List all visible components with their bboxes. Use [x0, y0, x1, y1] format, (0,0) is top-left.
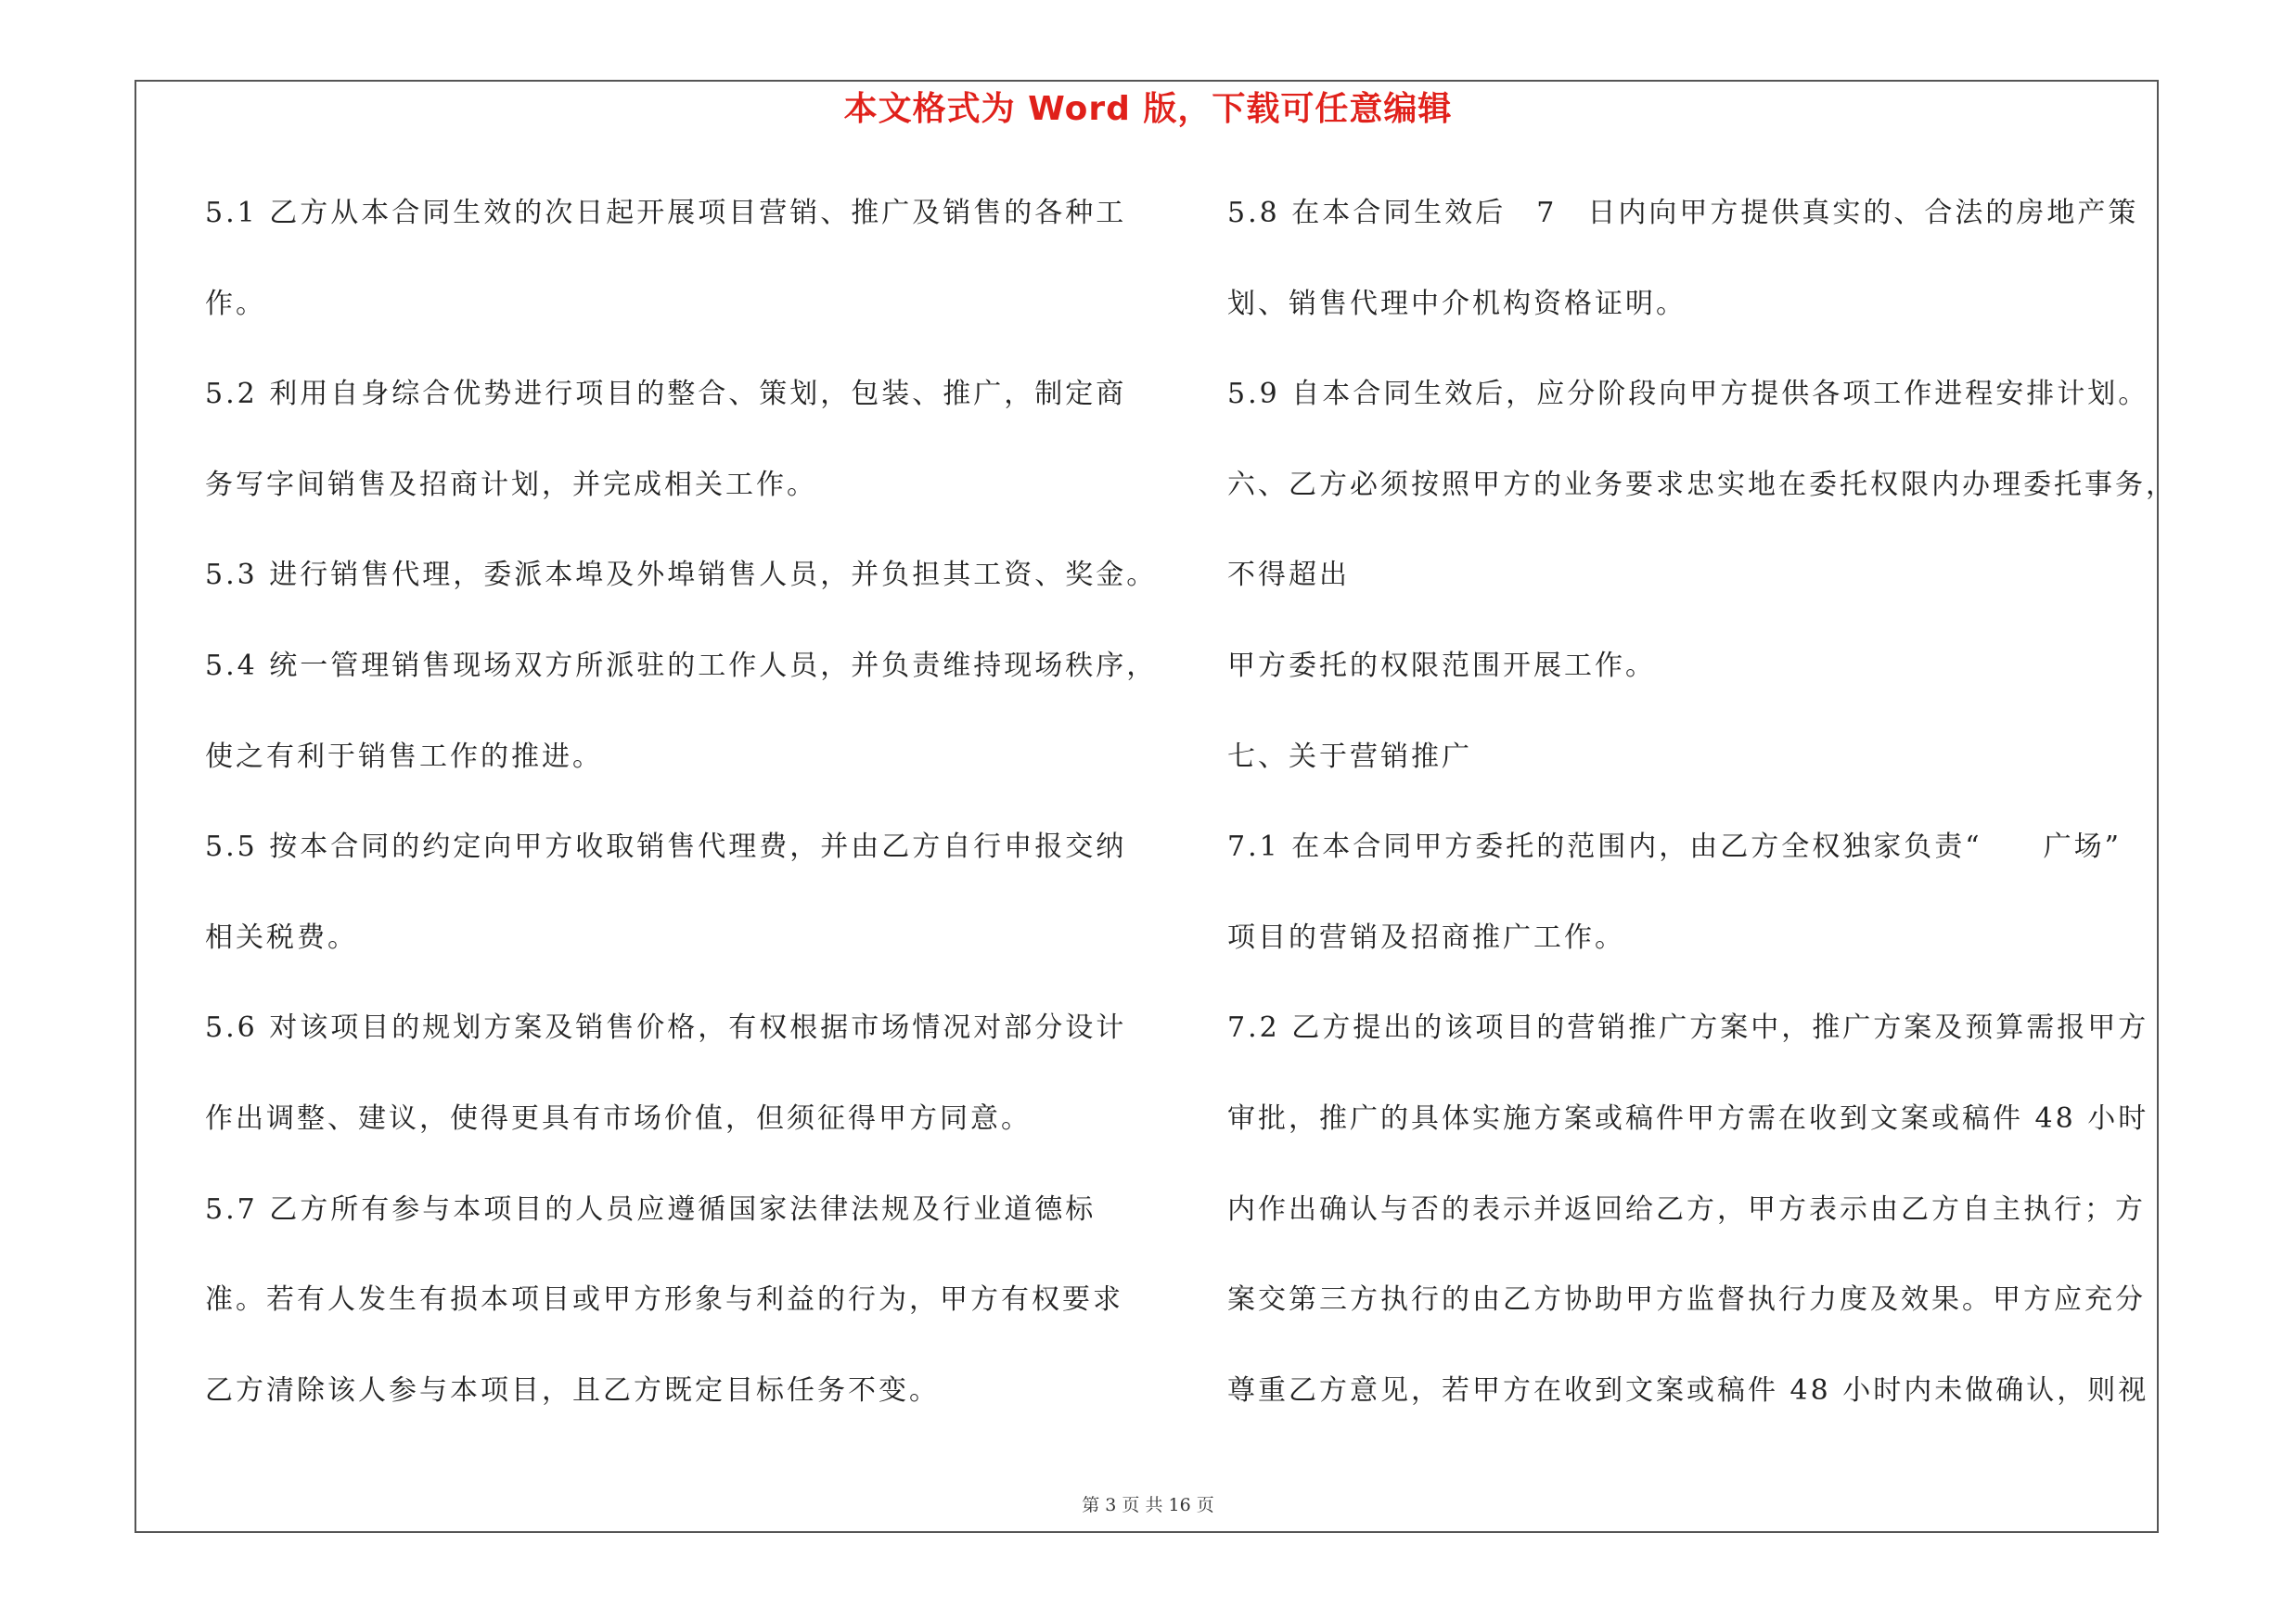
text-line: 甲方委托的权限范围开展工作。: [1227, 649, 1656, 682]
text-line: 5.6 对该项目的规划方案及销售价格，有权根据市场情况对部分设计: [205, 1011, 1127, 1045]
text-line: 作。: [205, 287, 266, 320]
text-line: 7.1 在本合同甲方委托的范围内，由乙方全权独家负责“ 广场”: [1227, 831, 2122, 864]
page-number-footer: 第 3 页 共 16 页: [1082, 1495, 1214, 1515]
text-line: 5.8 在本合同生效后 7 日内向甲方提供真实的、合法的房地产策: [1227, 197, 2139, 229]
text-line: 5.7 乙方所有参与本项目的人员应遵循国家法律法规及行业道德标: [205, 1192, 1097, 1226]
text-line: 七、关于营销推广: [1227, 740, 1472, 773]
text-line: 划、销售代理中介机构资格证明。: [1227, 287, 1687, 320]
text-line: 项目的营销及招商推广工作。: [1227, 921, 1625, 954]
text-line: 务写字间销售及招商计划，并完成相关工作。: [205, 468, 817, 501]
text-line: 使之有利于销售工作的推进。: [205, 740, 603, 773]
text-line: 准。若有人发生有损本项目或甲方形象与利益的行为，甲方有权要求: [205, 1283, 1123, 1317]
text-line: 尊重乙方意见，若甲方在收到文案或稿件 48 小时内未做确认，则视: [1227, 1373, 2149, 1407]
text-line: 审批，推广的具体实施方案或稿件甲方需在收到文案或稿件 48 小时: [1227, 1101, 2149, 1135]
text-line: 5.1 乙方从本合同生效的次日起开展项目营销、推广及销售的各种工: [205, 197, 1127, 229]
left-text-column: [205, 181, 1158, 1449]
text-line: 5.9 自本合同生效后，应分阶段向甲方提供各项工作进程安排计划。: [1227, 378, 2149, 411]
text-line: 作出调整、建议，使得更具有市场价值，但须征得甲方同意。: [205, 1101, 1032, 1135]
text-line: 内作出确认与否的表示并返回给乙方，甲方表示由乙方自主执行；方: [1227, 1192, 2146, 1226]
text-line: 不得超出: [1227, 559, 1350, 592]
text-line: 5.3 进行销售代理，委派本埠及外埠销售人员，并负担其工资、奖金。: [205, 559, 1158, 592]
text-line: 案交第三方执行的由乙方协助甲方监督执行力度及效果。甲方应充分: [1227, 1283, 2146, 1317]
text-line: 5.2 利用自身综合优势进行项目的整合、策划，包装、推广，制定商: [205, 378, 1127, 411]
text-line: 六、乙方必须按照甲方的业务要求忠实地在委托权限内办理委托事务，: [1227, 468, 2176, 501]
right-text-column: [1227, 181, 2176, 1449]
text-line: 5.4 统一管理销售现场双方所派驻的工作人员，并负责维持现场秩序，: [205, 649, 1158, 682]
document-format-banner: 本文格式为 Word 版，下载可任意编辑: [843, 90, 1453, 128]
text-line: 5.5 按本合同的约定向甲方收取销售代理费，并由乙方自行申报交纳: [205, 831, 1127, 864]
text-line: 乙方清除该人参与本项目，且乙方既定目标任务不变。: [205, 1373, 940, 1407]
text-line: 相关税费。: [205, 921, 358, 954]
text-line: 7.2 乙方提出的该项目的营销推广方案中，推广方案及预算需报甲方: [1227, 1011, 2149, 1045]
